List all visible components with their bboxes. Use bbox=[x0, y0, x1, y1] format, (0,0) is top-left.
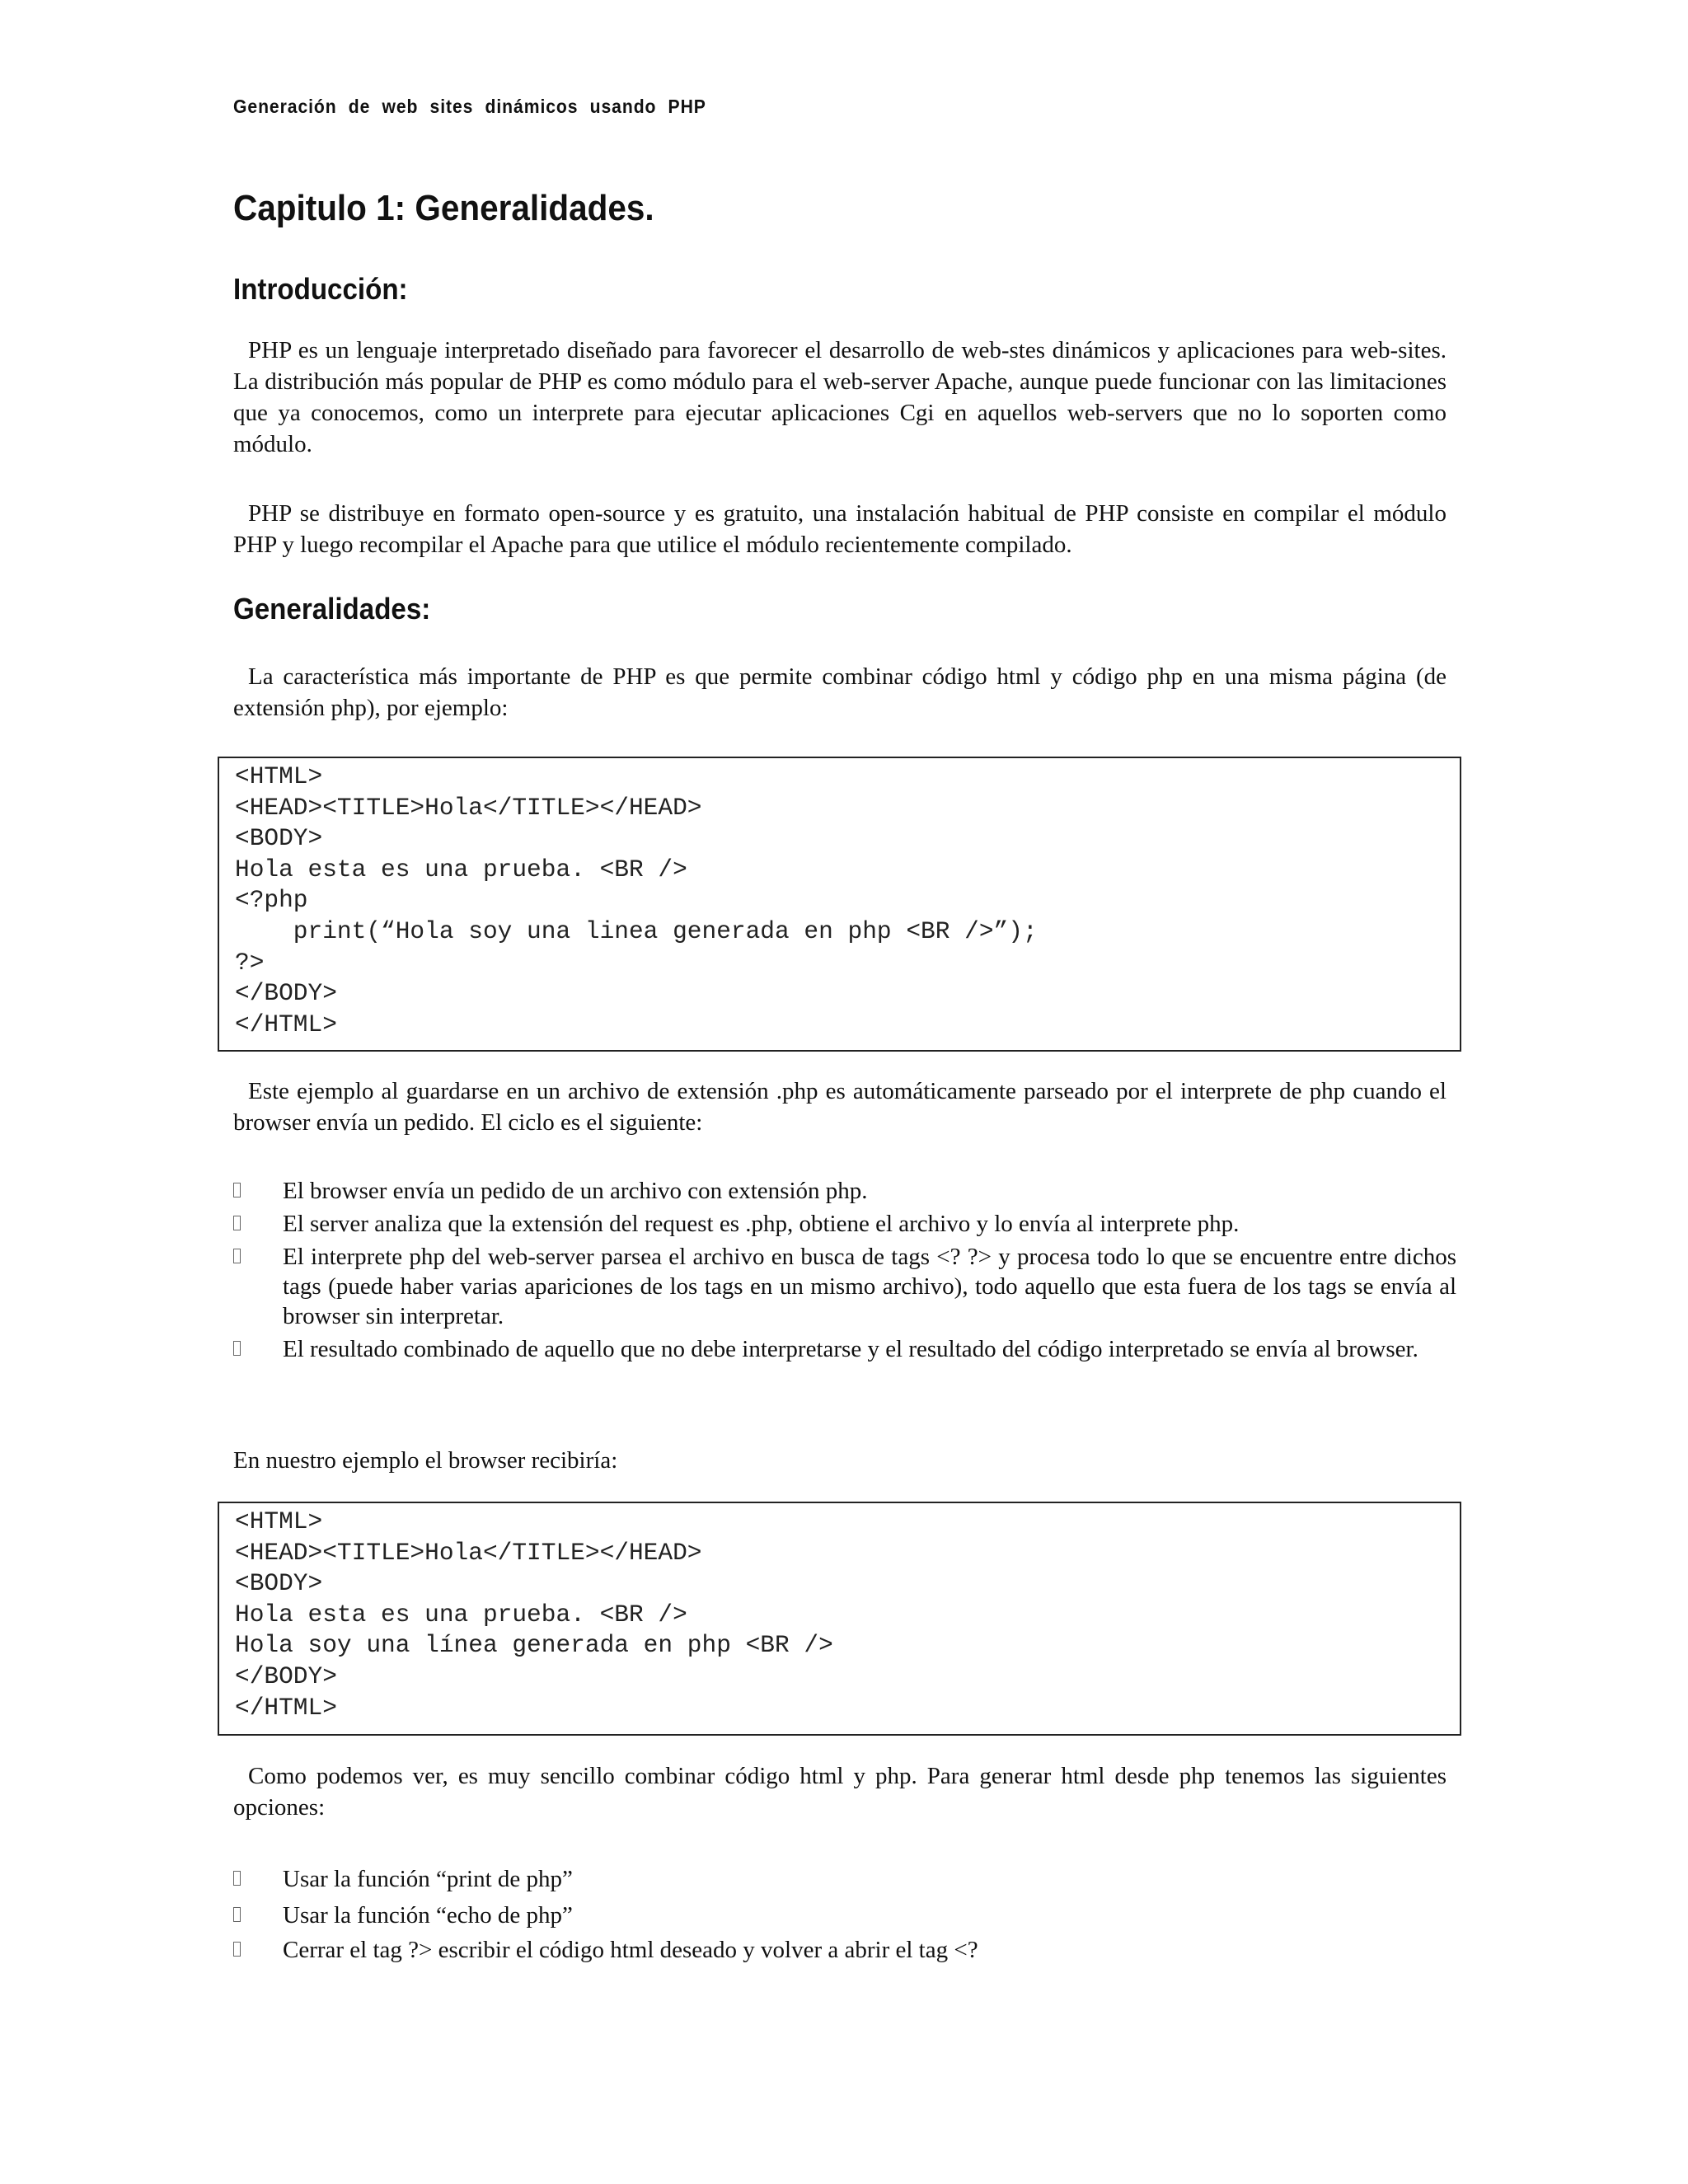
chapter-title: Capitulo 1: Generalidades. bbox=[233, 188, 654, 228]
general-paragraph-2 bbox=[233, 1076, 1447, 1138]
code-line: <BODY> bbox=[235, 824, 323, 853]
bullet-icon bbox=[233, 1249, 241, 1263]
general-paragraph-1-text: La característica más importante de PHP es que permite combinar código html y código php en una misma página (de extensión php), por ejemplo: bbox=[233, 663, 1447, 721]
intro-paragraph-1 bbox=[233, 335, 1447, 460]
code-line: </HTML> bbox=[235, 1693, 337, 1722]
code-line: ?> bbox=[235, 948, 265, 977]
options-list bbox=[233, 1864, 1456, 1965]
code-example-php-source bbox=[218, 757, 1461, 1052]
code-line: Hola soy una línea generada en php <BR /> bbox=[235, 1631, 833, 1660]
bullet-icon bbox=[233, 1907, 241, 1922]
list-item-text: Usar la función “print de php” bbox=[283, 1866, 573, 1892]
section-heading-introduccion: Introducción: bbox=[233, 272, 408, 306]
intro-paragraph-1-text: PHP es un lenguaje interpretado diseñado para favorecer el desarrollo de web-stes dinámicos y aplicaciones para web-sites. La distribución más popular de PHP es como módulo para el web-server Apache, aunque puede funcionar con las limitaciones que ya conocemos, como un interprete para ejecutar aplicaciones Cgi en aquellos web-servers que no lo soporten como módulo. bbox=[233, 337, 1447, 457]
general-paragraph-4 bbox=[233, 1760, 1447, 1823]
list-item-text: El resultado combinado de aquello que no debe interpretarse y el resultado del código interpretado se envía al browser. bbox=[283, 1336, 1418, 1362]
list-item-text: El server analiza que la extensión del request es .php, obtiene el archivo y lo envía al interprete php. bbox=[283, 1211, 1240, 1237]
list-item-text: Usar la función “echo de php” bbox=[283, 1902, 573, 1929]
code-example-browser-output bbox=[218, 1502, 1461, 1736]
section-heading-generalidades: Generalidades: bbox=[233, 592, 431, 626]
code-line: <HEAD><TITLE>Hola</TITLE></HEAD> bbox=[235, 1538, 702, 1567]
general-paragraph-4-text: Como podemos ver, es muy sencillo combinar código html y php. Para generar html desde php tenemos las siguientes opciones: bbox=[233, 1763, 1447, 1821]
code-line: Hola esta es una prueba. <BR /> bbox=[235, 855, 687, 883]
list-item-text: El browser envía un pedido de un archivo con extensión php. bbox=[283, 1178, 868, 1204]
general-paragraph-2-text: Este ejemplo al guardarse en un archivo de extensión .php es automáticamente parseado por el interprete de php cuando el browser envía un pedido. El ciclo es el siguiente: bbox=[233, 1078, 1447, 1136]
bullet-icon bbox=[233, 1183, 241, 1197]
bullet-icon bbox=[233, 1216, 241, 1230]
list-item bbox=[233, 1864, 1456, 1894]
list-item bbox=[233, 1209, 1456, 1239]
list-item bbox=[233, 1334, 1456, 1364]
list-item bbox=[233, 1900, 1456, 1930]
code-line: <BODY> bbox=[235, 1569, 323, 1598]
bullet-icon bbox=[233, 1341, 241, 1356]
code-line: print(“Hola soy una linea generada en php <BR />”); bbox=[235, 916, 1038, 945]
list-item bbox=[233, 1935, 1456, 1965]
code-line: </HTML> bbox=[235, 1010, 337, 1038]
code-line: </BODY> bbox=[235, 1661, 337, 1690]
running-header: Generación de web sites dinámicos usando PHP bbox=[233, 96, 706, 117]
code-line: </BODY> bbox=[235, 979, 337, 1008]
cycle-list bbox=[233, 1176, 1456, 1364]
general-paragraph-1 bbox=[233, 661, 1447, 724]
list-item bbox=[233, 1242, 1456, 1331]
list-item-text: Cerrar el tag ?> escribir el código html deseado y volver a abrir el tag <? bbox=[283, 1937, 978, 1963]
code-line: <?php bbox=[235, 886, 308, 915]
code-line: <HTML> bbox=[235, 762, 323, 790]
code-line: Hola esta es una prueba. <BR /> bbox=[235, 1600, 687, 1629]
bullet-icon bbox=[233, 1942, 241, 1957]
code-line: <HTML> bbox=[235, 1507, 323, 1535]
list-item bbox=[233, 1176, 1456, 1206]
intro-paragraph-2-text: PHP se distribuye en formato open-source y es gratuito, una instalación habitual de PHP consiste en compilar el módulo PHP y luego recompilar el Apache para que utilice el módulo recientemente compilado. bbox=[233, 500, 1447, 558]
intro-paragraph-2 bbox=[233, 498, 1447, 560]
bullet-icon bbox=[233, 1871, 241, 1886]
code-line: <HEAD><TITLE>Hola</TITLE></HEAD> bbox=[235, 793, 702, 822]
list-item-text: El interprete php del web-server parsea el archivo en busca de tags <? ?> y procesa todo lo que se encuentre entre dichos tags (puede haber varias apariciones de los tags en un mismo archivo), todo aquello que esta fuera de los tags se envía al browser sin interpretar. bbox=[283, 1244, 1456, 1329]
general-paragraph-3: En nuestro ejemplo el browser recibiría: bbox=[233, 1447, 618, 1474]
